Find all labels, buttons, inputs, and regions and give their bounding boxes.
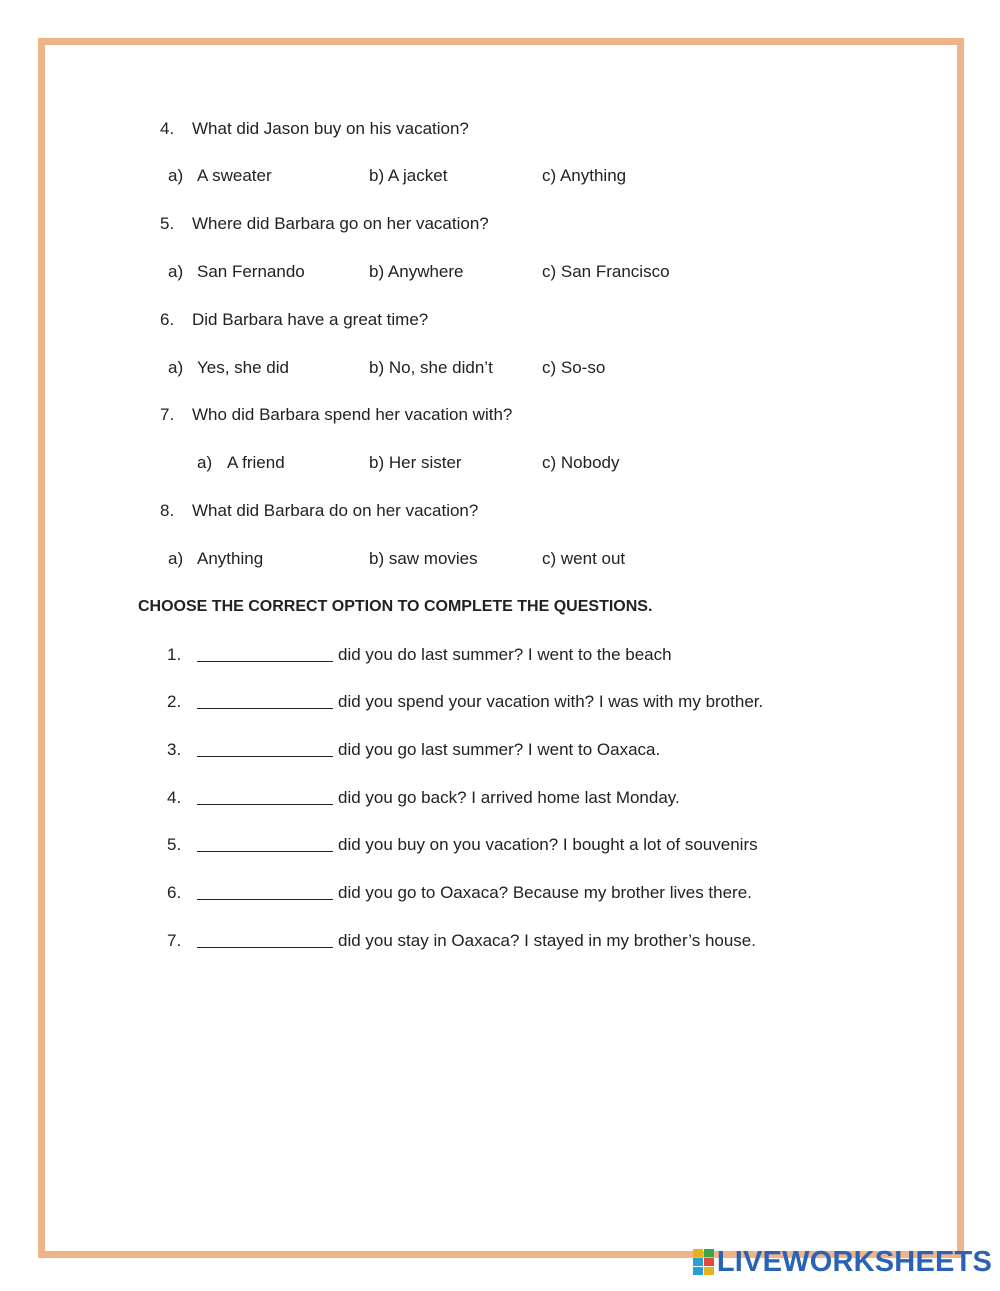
option-a[interactable]: San Fernando bbox=[197, 262, 305, 281]
question-number: 7. bbox=[160, 405, 175, 424]
option-b[interactable]: b) Her sister bbox=[369, 453, 462, 472]
fill-in-text: did you go to Oaxaca? Because my brother lives there. bbox=[338, 883, 752, 902]
question-number: 6. bbox=[160, 310, 175, 329]
question-text: What did Jason buy on his vacation? bbox=[192, 119, 469, 138]
option-a[interactable]: Yes, she did bbox=[197, 358, 289, 377]
fill-in-number: 1. bbox=[167, 645, 182, 664]
logo-block-i bbox=[704, 1249, 714, 1257]
answer-blank[interactable] bbox=[197, 930, 333, 948]
option-b[interactable]: b) A jacket bbox=[369, 166, 448, 185]
fill-in-number: 6. bbox=[167, 883, 182, 902]
logo-block-v bbox=[693, 1258, 703, 1266]
options-q7 bbox=[0, 452, 1000, 474]
answer-blank[interactable] bbox=[197, 644, 333, 662]
question-number: 4. bbox=[160, 119, 175, 138]
section-heading: CHOOSE THE CORRECT OPTION TO COMPLETE THE QUESTIONS. bbox=[138, 598, 653, 615]
options-q5 bbox=[0, 261, 1000, 283]
question-4 bbox=[0, 118, 1000, 140]
answer-blank[interactable] bbox=[197, 787, 333, 805]
question-8 bbox=[0, 500, 1000, 522]
fill-in-number: 5. bbox=[167, 835, 182, 854]
option-a[interactable]: Anything bbox=[197, 549, 264, 568]
question-6 bbox=[0, 309, 1000, 331]
fill-in-number: 7. bbox=[167, 931, 182, 950]
fill-in-item bbox=[0, 882, 1000, 904]
fill-in-text: did you buy on you vacation? I bought a lot of souvenirs bbox=[338, 835, 758, 854]
option-a[interactable]: A friend bbox=[227, 453, 285, 472]
option-a[interactable]: A sweater bbox=[197, 166, 272, 185]
fill-in-text: did you go back? I arrived home last Monday. bbox=[338, 788, 680, 807]
logo-block-e bbox=[704, 1258, 714, 1266]
option-b[interactable]: b) No, she didn’t bbox=[369, 358, 493, 377]
option-b[interactable]: b) saw movies bbox=[369, 549, 478, 568]
option-b[interactable]: b) Anywhere bbox=[369, 262, 464, 281]
logo-blocks-icon bbox=[693, 1249, 714, 1275]
fill-in-number: 4. bbox=[167, 788, 182, 807]
liveworksheets-logo[interactable] bbox=[693, 1247, 992, 1277]
options-q6 bbox=[0, 357, 1000, 379]
fill-in-item bbox=[0, 930, 1000, 952]
fill-in-text: did you go last summer? I went to Oaxaca. bbox=[338, 740, 661, 759]
option-c[interactable]: c) Nobody bbox=[542, 453, 620, 472]
option-letter: a) bbox=[197, 453, 213, 472]
answer-blank[interactable] bbox=[197, 882, 333, 900]
fill-in-item bbox=[0, 644, 1000, 666]
option-c[interactable]: c) went out bbox=[542, 549, 626, 568]
option-c[interactable]: c) So-so bbox=[542, 358, 606, 377]
option-c[interactable]: c) San Francisco bbox=[542, 262, 670, 281]
brand-name: LIVEWORKSHEETS bbox=[716, 1246, 992, 1278]
fill-in-item bbox=[0, 691, 1000, 713]
logo-block-extra bbox=[704, 1267, 714, 1275]
question-text: Who did Barbara spend her vacation with? bbox=[192, 405, 513, 424]
answer-blank[interactable] bbox=[197, 691, 333, 709]
fill-in-text: did you spend your vacation with? I was with my brother. bbox=[338, 692, 764, 711]
question-text: Where did Barbara go on her vacation? bbox=[192, 214, 489, 233]
logo-block-l bbox=[693, 1249, 703, 1257]
answer-blank[interactable] bbox=[197, 834, 333, 852]
fill-in-item bbox=[0, 739, 1000, 761]
question-7 bbox=[0, 404, 1000, 426]
fill-in-text: did you do last summer? I went to the beach bbox=[338, 645, 672, 664]
options-q8 bbox=[0, 548, 1000, 570]
question-5 bbox=[0, 213, 1000, 235]
option-letter: a) bbox=[168, 549, 184, 568]
answer-blank[interactable] bbox=[197, 739, 333, 757]
options-q4 bbox=[0, 165, 1000, 187]
option-c[interactable]: c) Anything bbox=[542, 166, 627, 185]
question-number: 8. bbox=[160, 501, 175, 520]
fill-in-text: did you stay in Oaxaca? I stayed in my brother’s house. bbox=[338, 931, 756, 950]
option-letter: a) bbox=[168, 358, 184, 377]
fill-in-number: 3. bbox=[167, 740, 182, 759]
logo-block-extra bbox=[693, 1267, 703, 1275]
fill-in-number: 2. bbox=[167, 692, 182, 711]
option-letter: a) bbox=[168, 166, 184, 185]
question-text: Did Barbara have a great time? bbox=[192, 310, 429, 329]
fill-in-item bbox=[0, 787, 1000, 809]
question-text: What did Barbara do on her vacation? bbox=[192, 501, 479, 520]
option-letter: a) bbox=[168, 262, 184, 281]
fill-in-item bbox=[0, 834, 1000, 856]
question-number: 5. bbox=[160, 214, 175, 233]
